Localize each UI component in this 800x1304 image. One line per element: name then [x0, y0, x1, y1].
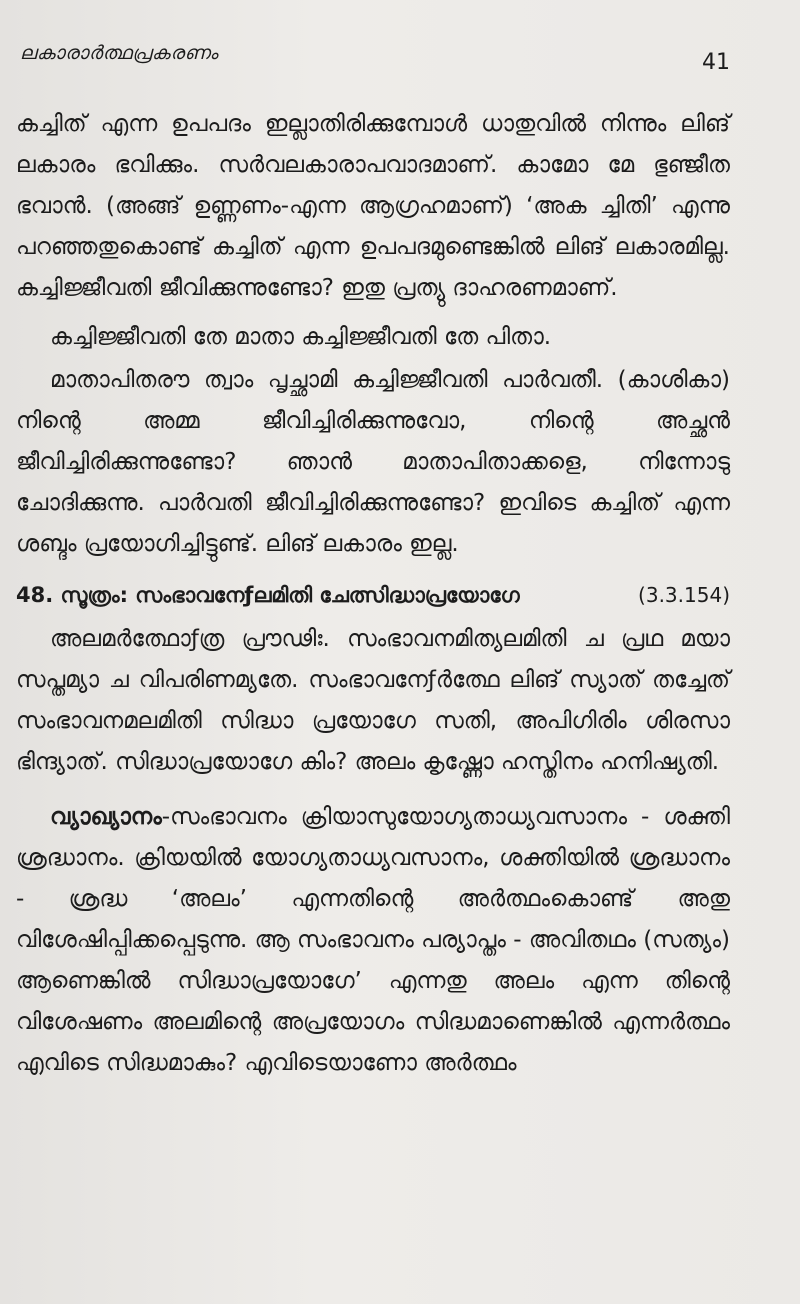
page-number: 41 [702, 50, 730, 75]
running-header [16, 40, 730, 104]
paragraph-1: കച്ചിത് എന്ന ഉപപദം ഇല്ലാതിരിക്കുമ്പോൾ ധാതുവിൽ നിന്നും ലിങ് ലകാരം ഭവിക്കും. സർവലകാരാപവാദമാണ്. കാമോ മേ ഭുഞ്ജീത ഭവാൻ. (അങ്ങ് ഉണ്ണണം-എന്ന ആഗ്രഹമാണ്) ‘അക ച്ചിതി’ എന്നു പറഞ്ഞതുകൊണ്ട് കച്ചിത് എന്ന ഉപപദമുണ്ടെങ്കിൽ ലിങ് ലകാരമില്ല. കച്ചിജ്ജീവതി ജീവിക്കുന്നുണ്ടോ? ഇതു പ്രത്യു ദാഹരണമാണ്. [16, 111, 730, 301]
sutra-reference: (3.3.154) [638, 583, 730, 607]
paragraph-2: മാതാപിതരൗ ത്വാം പൃച്ഛാമി കച്ചിജ്ജീവതി പാർവതീ. (കാശികാ) നിന്റെ അമ്മ ജീവിച്ചിരിക്കുന്നുവോ, നിന്റെ അച്ഛൻ ജീവിച്ചിരിക്കുന്നുണ്ടോ? ഞാൻ മാതാപിതാക്കളെ, നിന്നോടു ചോദിക്കുന്നു. പാർവതി ജീവിച്ചിരിക്കുന്നുണ്ടോ? ഇവിടെ കച്ചിത് എന്ന ശബ്ദം പ്രയോഗിച്ചിട്ടുണ്ട്. ലിങ് ലകാരം ഇല്ല. [16, 367, 730, 557]
paragraph-3: അലമർത്ഥോƒത്ര പ്രൗഢിഃ. സംഭാവനമിത്യലമിതി ച പ്രഥ മയാ സപ്തമ്യാ ച വിപരിണമ്യതേ. സംഭാവനേƒർത്ഥേ ലിങ് സ്യാത് തച്ചേത് സംഭാവനമലമിതി സിദ്ധാ പ്രയോഗേ സതി, അപിഗിരിം ശിരസാ ഭിന്ദ്യാത്. സിദ്ധാപ്രയോഗേ കിം? അലം കൃഷ്ണോ ഹസ്തിനം ഹനിഷ്യതി. [16, 626, 730, 775]
paragraph-4 [16, 797, 730, 1084]
commentary-lead: വ്യാഖ്യാനം [50, 804, 162, 830]
commentary-body: -സംഭാവനം ക്രിയാസുയോഗ്യതാധ്യവസാനം - ശക്തി ശ്രദ്ധാനം. ക്രിയയിൽ യോഗ്യതാധ്യവസാനം, ശക്തിയിൽ ശ്രദ്ധാനം - ശ്രദ്ധ ‘അലം’ എന്നതിന്റെ അർത്ഥംകൊണ്ട് അതു വിശേഷിപ്പിക്കപ്പെടുന്നു. ആ സംഭാവനം പര്യാപ്തം - അവിതഥം (സത്യം) ആണെങ്കിൽ സിദ്ധാപ്രയോഗേ’ എന്നതു അലം എന്ന തിന്റെ വിശേഷണം അലമിന്റെ അപ്രയോഗം സിദ്ധമാണെങ്കിൽ എന്നർത്ഥം എവിടെ സിദ്ധമാകും? എവിടെയാണോ അർത്ഥം [16, 804, 730, 1076]
verse-line: കച്ചിജ്ജീവതി തേ മാതാ കച്ചിജ്ജീവതി തേ പിതാ. [50, 324, 552, 350]
sutra-heading [16, 575, 730, 615]
running-title: ലകാരാർത്ഥപ്രകരണം [20, 42, 219, 64]
sutra-number: 48. [16, 583, 54, 607]
sutra-text: സൂത്രം: സംഭാവനേƒലമിതി ചേത്സിദ്ധാപ്രയോഗേ [60, 583, 520, 607]
sutra-title [16, 575, 520, 615]
